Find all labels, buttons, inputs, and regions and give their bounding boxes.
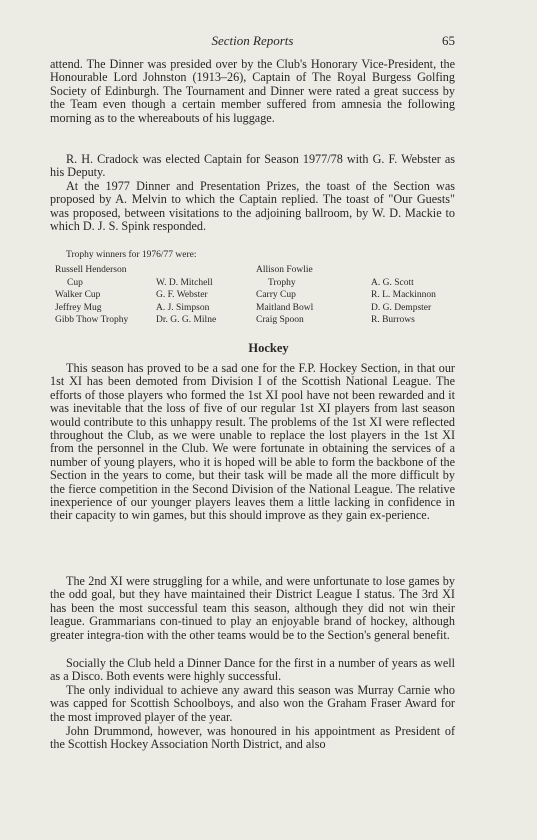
trophy-name: Russell Henderson <box>55 265 127 275</box>
trophy-winner: A. G. Scott <box>371 278 414 288</box>
trophy-winner: Dr. G. G. Milne <box>156 315 217 325</box>
golf-paragraph-3: At the 1977 Dinner and Presentation Prizes, the toast of the Section was proposed by A. Melvin to which the Captain replied. The toast of "Our Guests" was proposed, between visitations to the adjoining ballroom, by W. D. Mackie to which D. J. S. Spink responded. <box>50 179 455 234</box>
trophy-name: Trophy <box>268 278 296 288</box>
running-header <box>50 33 455 49</box>
trophy-winner: A. J. Simpson <box>156 303 210 313</box>
hockey-paragraph-5: John Drummond, however, was honoured in his appointment as President of the Scottish Hockey Association North District, and also <box>50 724 455 752</box>
golf-paragraph-2: R. H. Cradock was elected Captain for Season 1977/78 with G. F. Webster as his Deputy. <box>50 152 455 180</box>
section-heading: Hockey <box>248 341 289 355</box>
golf-paragraph-1: attend. The Dinner was presided over by the Club's Honorary Vice-President, the Honourable Lord Johnston (1913–26), Captain of The Royal Burgess Golfing Society of Edinburgh. The Tournament and Dinner were rated a great success by the Team even though a certain member suffered from amnesia the following morning as to the whereabouts of his luggage. <box>50 57 455 125</box>
trophy-name: Craig Spoon <box>256 315 304 325</box>
trophy-winner: D. G. Dempster <box>371 303 432 313</box>
section-title: Section Reports <box>211 33 294 48</box>
trophy-winner: R. Burrows <box>371 315 415 325</box>
page-number: 65 <box>442 33 455 48</box>
hockey-paragraph-4: The only individual to achieve any award this season was Murray Carnie who was capped for Scottish Schoolboys, and also won the Graham Fraser Award for the most improved player of the year. <box>50 683 455 724</box>
trophy-name: Walker Cup <box>55 290 101 300</box>
hockey-paragraph-1: This season has proved to be a sad one for the F.P. Hockey Section, in that our 1st XI has been demoted from Division I of the Scottish National League. The efforts of those players who formed the 1st XI pool have not been rewarded and it was inevitable that the loss of five of our regular 1st XI players from last season would contribute to this unhappy result. The problems of the 1st XI were reflected throughout the Club, as we were unable to replace the lost players in the 1st XI from the personnel in the Club. We were fortunate in obtaining the services of a number of young players, who it is hoped will be able to form the backbone of the Section in the years to come, but their task will be made all the more difficult by the fierce competition in the Second Division of the National League. The relative inexperience of our younger players leaves them a little lacking in confidence in their capacity to win games, but this should improve as they gain ex-perience. <box>50 361 455 523</box>
trophy-intro: Trophy winners for 1976/77 were: <box>66 250 197 260</box>
hockey-paragraph-2: The 2nd XI were struggling for a while, and were unfortunate to lose games by the odd goal, but they have maintained their District League I status. The 3rd XI has been the most successful team this season, although they did not win their league. Grammarians con-tinued to play an enjoyable brand of hockey, although greater integra-tion with the other teams would be to the Section's general benefit. <box>50 574 455 642</box>
trophy-name: Gibb Thow Trophy <box>55 315 129 325</box>
trophy-row <box>0 302 537 314</box>
trophy-name: Cup <box>67 278 83 288</box>
trophy-row <box>0 314 537 326</box>
trophy-winner: W. D. Mitchell <box>156 278 213 288</box>
trophy-name: Jeffrey Mug <box>55 303 102 313</box>
trophy-name: Maitland Bowl <box>256 303 314 313</box>
trophy-row <box>0 264 537 276</box>
trophy-row <box>0 277 537 289</box>
trophy-name: Allison Fowlie <box>256 265 313 275</box>
trophy-winner: R. L. Mackinnon <box>371 290 436 300</box>
hockey-paragraph-3: Socially the Club held a Dinner Dance for the first in a number of years as well as a Disco. Both events were highly successful. <box>50 656 455 684</box>
trophy-name: Carry Cup <box>256 290 296 300</box>
trophy-winner: G. F. Webster <box>156 290 208 300</box>
trophy-row <box>0 289 537 301</box>
